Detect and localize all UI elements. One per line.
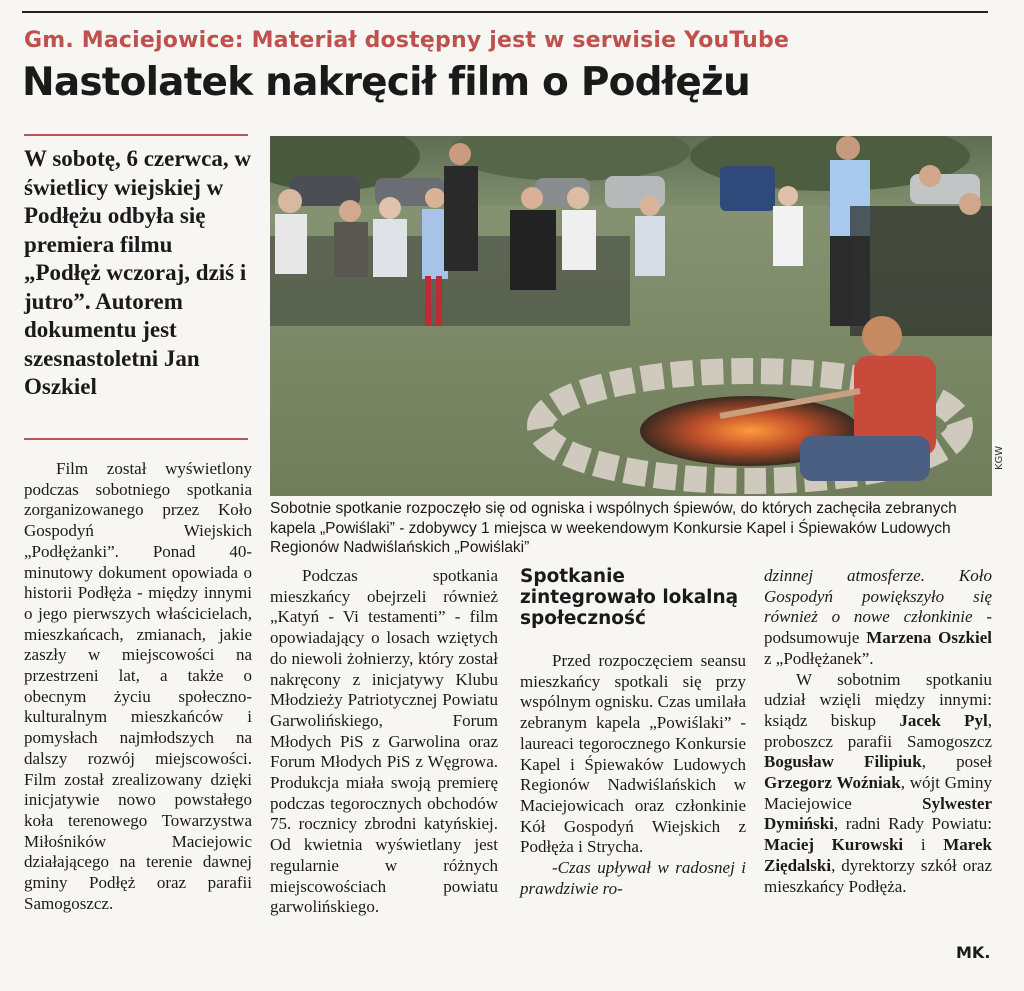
attendees-intro: W sobotnim spotkaniu udział wzięli między innymi: ksiądz biskup — [764, 669, 992, 730]
text-posel: , poseł — [921, 752, 992, 772]
author-signature: MK. — [956, 943, 991, 962]
photo-caption: Sobotnie spotkanie rozpoczęło się od ogniska i wspólnych śpiewów, do których zachęciła zebranych kapela „Powiślaki” - zdobywcy 1 miejsca w weekendowym Konkursie Kapel i Śpiewaków Ludowych Regionów Nadwiślańskich „Powiślaki” — [270, 500, 957, 556]
column-1-text: Film został wyświetlony podczas sobotniego spotkania zorganizowanego przez Koło Gospodyń Wiejskich „Podłężanki”. Ponad 40-minutowy dokument opowiada o historii Podłęża - między innymi o jego pierwszych właścicielach, mieszkańcach, zmianach, jakie zaszły w miejscowości na przestrzeni lat, a także o obecnym życiu społeczno-kulturalnym mieszkańców i pomysłach najmłodszych na dalszy rozwój miejscowości. Film został zrealizowany dzięki inicjatywie nowo powstałego koła terenowego Towarzystwa Miłośników Maciejowic działającego na terenie dawnej gminy Podłęż oraz parafii Samogoszcz. — [24, 459, 252, 913]
photo-credit: KGW — [994, 445, 1005, 470]
name-dyminski: Sylwester Dymiński — [764, 793, 992, 834]
column-2 — [270, 566, 498, 918]
kicker: Gm. Maciejowice: Materiał dostępny jest w serwisie YouTube — [24, 28, 790, 53]
headline: Nastolatek nakręcił film o Podłężu — [22, 60, 750, 105]
column-3 — [520, 651, 746, 899]
text-end: , dyrektorzy szkół oraz mieszkańcy Podłęża. — [764, 855, 992, 896]
quote-attribution: -podsumowuje — [764, 607, 992, 648]
attribution-name: Marzena Oszkiel — [866, 628, 993, 648]
text-wojt: , wójt Gminy Maciejowice — [764, 773, 992, 813]
attendees-paragraph — [764, 670, 992, 898]
text-radni: , radni Rady Powiatu: — [833, 814, 992, 834]
lead-top-rule — [24, 134, 248, 136]
top-rule — [22, 11, 988, 13]
column-3-quote: -Czas upływał w radosnej i prawdziwie ro- — [520, 858, 746, 898]
name-pyl: Jacek Pyl — [899, 710, 988, 730]
subheading: Spotkanie zintegrowało lokalną społeczność — [520, 566, 739, 629]
lead-paragraph: W sobotę, 6 czerwca, w świetlicy wiejskiej w Podłężu odbyła się premiera filmu „Podłęż wczoraj, dziś i jutro”. Autorem dokumentu jest szesnastoletni Jan Oszkiel — [24, 146, 251, 399]
column-2-text: Podczas spotkania mieszkańcy obejrzeli również „Katyń - Vi testamenti” - film opowiadający o losach wziętych do niewoli żołnierzy, który został nakręcony z inicjatywy Klubu Młodzieży Patriotycznej Powiatu Garwolińskiego, Forum Młodych PiS z Garwolina oraz Forum Młodych PiS z Węgrowa. Produkcja miała swoją premierę podczas tegorocznych obchodów 75. rocznicy zbrodni katyńskiej. Od kwietnia wyświetlany jest regularnie w różnych miejscowościach powiatu garwolińskiego. — [270, 566, 498, 917]
text-i: i — [903, 835, 944, 855]
lead-bottom-rule — [24, 438, 248, 440]
name-ziedalski: Marek Ziędalski — [764, 835, 992, 875]
text-proboszcz: , proboszcz parafii Samogoszcz — [764, 710, 993, 751]
column-1 — [24, 459, 252, 914]
photo-illustration — [270, 136, 992, 496]
photo-bonfire-gathering — [270, 136, 992, 496]
column-3-text: Przed rozpoczęciem seansu mieszkańcy spotkali się przy wspólnym ognisku. Czas umilała zebranym kapela „Powiślaki” - laureaci tegorocznego Konkursie Kapel i Śpiewaków Ludowych Regionów Nadwiślańskich w Maciejowicach oraz członkinie Kół Gospodyń Wiejskich z Podłęża i Strycha. — [520, 651, 746, 857]
attribution-rest: z „Podłężanek”. — [764, 648, 874, 668]
column-4-quote: dzinnej atmosferze. Koło Gospodyń powiększyło się również o nowe członkinie — [764, 566, 992, 627]
name-wozniak: Grzegorz Woźniak — [764, 773, 901, 793]
name-kurowski: Maciej Kurowski — [764, 835, 904, 855]
name-filipiuk: Bogusław Filipiuk — [764, 752, 922, 772]
column-4 — [764, 566, 992, 897]
